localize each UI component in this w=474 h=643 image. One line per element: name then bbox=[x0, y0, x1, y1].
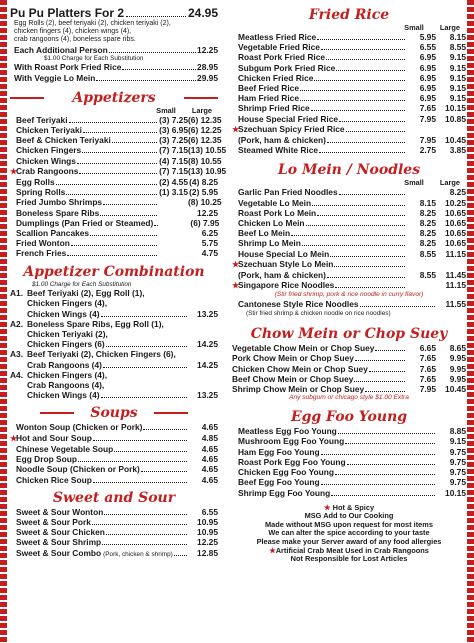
soups-header bbox=[10, 404, 218, 422]
combo-number: A3. bbox=[10, 349, 24, 360]
item-price: 4.85 bbox=[201, 432, 218, 443]
lo-mein-row bbox=[232, 259, 466, 270]
item-name: Mushroom Egg Foo Young bbox=[238, 436, 345, 447]
egg-foo-row bbox=[232, 426, 466, 436]
left-column bbox=[10, 0, 227, 560]
appetizer-row bbox=[10, 238, 218, 248]
item-name: Ham Egg Foo Young bbox=[238, 446, 320, 457]
item-price-small: 8.55 bbox=[419, 270, 436, 281]
item-price-large: 3.85 bbox=[449, 145, 466, 156]
item-name: Wonton Soup (Chicken or Pork) bbox=[16, 422, 143, 433]
item-price-small: 5.95 bbox=[419, 32, 436, 42]
star-icon: ★ bbox=[232, 124, 240, 134]
item-price-small: (4) 7.15 bbox=[159, 155, 188, 166]
pupu-veggie-row: With Veggie Lo Mein 29.95 bbox=[14, 72, 218, 83]
left-border-decoration bbox=[0, 0, 7, 643]
item-name: Szechuan Spicy Fried Rice bbox=[238, 123, 345, 134]
item-price-large: 10.15 bbox=[445, 103, 466, 114]
item-price-large: (6) 12.35 bbox=[188, 135, 222, 146]
combo-row bbox=[10, 309, 218, 319]
item-name: Hot and Sour Soup bbox=[16, 432, 92, 443]
cantonese-note: (Stir fried shrimp & chicken noodle on rice noodles) bbox=[246, 309, 391, 317]
item-name: Egg Drop Soup bbox=[16, 454, 77, 465]
item-price-small: (3) 6.95 bbox=[159, 125, 188, 136]
appetizer-row bbox=[10, 208, 218, 218]
pupu-roast-pork-row: With Roast Pork Fried Rice 28.95 bbox=[14, 62, 218, 73]
item-price-large: 8.55 bbox=[449, 42, 466, 53]
item-price: 6.55 bbox=[201, 506, 218, 517]
item-price-large: 11.15 bbox=[445, 248, 466, 259]
appetizer-row bbox=[10, 248, 218, 258]
item-price-large: (8) 10.55 bbox=[188, 155, 222, 166]
item-price-large: (6) 7.95 bbox=[190, 217, 220, 228]
item-name: Boneless Spare Ribs bbox=[16, 207, 100, 218]
item-price: 8.85 bbox=[449, 426, 466, 437]
item-name: Crab Rangoons bbox=[16, 165, 79, 176]
soup-row bbox=[10, 422, 218, 432]
item-name: Noodle Soup (Chicken or Pork) bbox=[16, 464, 140, 475]
item-name: Chicken Lo Mein bbox=[238, 218, 305, 229]
item-price-small: (1) 3.15 bbox=[159, 187, 188, 198]
item-price-large: 10.65 bbox=[445, 218, 466, 229]
item-price-small: 6.95 bbox=[419, 52, 436, 63]
soups-title: Soups bbox=[90, 405, 138, 422]
combo-list bbox=[10, 288, 218, 400]
item-price-large: 10.45 bbox=[445, 135, 466, 146]
item-price-small: 6.95 bbox=[419, 93, 436, 104]
item-name: Roast Pork Lo Mein bbox=[238, 207, 317, 218]
combo-note: $1.00 Charge for Each Substitution bbox=[32, 280, 132, 288]
item-name: Fried Wonton bbox=[16, 238, 70, 249]
item-name: Spring Rolls bbox=[16, 187, 66, 198]
egg-foo-header bbox=[232, 408, 466, 426]
item-price: 9.75 bbox=[449, 477, 466, 488]
star-icon: ★ bbox=[10, 433, 18, 443]
cantonese-row: Cantonese Style Rice Noodles 11.55 bbox=[238, 299, 466, 310]
item-name: Roast Pork Egg Foo Young bbox=[238, 456, 346, 467]
lo-mein-row bbox=[232, 228, 466, 238]
item-name: Beef Egg Foo Young bbox=[238, 477, 320, 488]
sweet-sour-title: Sweet and Sour bbox=[52, 489, 176, 506]
combo-line: Beef Teriyaki (2), Chicken Fingers (6), bbox=[27, 349, 176, 360]
combo-header bbox=[10, 263, 218, 281]
fried-rice-row bbox=[232, 63, 466, 73]
chow-mein-header bbox=[232, 325, 466, 343]
item-price: 12.85 bbox=[197, 547, 218, 558]
soup-row bbox=[10, 475, 218, 485]
item-price-large: 10.65 bbox=[445, 238, 466, 249]
star-icon: ★ bbox=[269, 545, 276, 555]
item-price-large: 9.15 bbox=[449, 52, 466, 63]
item-name: Beef Fried Rice bbox=[238, 83, 299, 94]
item-name: Steamed White Rice bbox=[238, 145, 319, 156]
combo-number: A1. bbox=[10, 288, 24, 299]
star-icon: ★ bbox=[232, 281, 240, 291]
combo-number: A4. bbox=[10, 369, 24, 380]
item-price-small: 7.65 bbox=[419, 103, 436, 114]
item-price-large: 10.45 bbox=[445, 384, 466, 395]
sweet-sour-row bbox=[10, 527, 218, 537]
crab-note: ★Artificial Crab Meat Used in Crab Rangoons bbox=[269, 545, 429, 555]
egg-foo-list bbox=[232, 426, 466, 497]
lo-mein-row bbox=[232, 218, 466, 228]
combo-row bbox=[10, 349, 218, 359]
combo-line: Chicken Fingers (4), bbox=[27, 298, 108, 309]
combo-line: Beef Teriyaki (2), Egg Roll (1), bbox=[27, 288, 145, 299]
item-price-large: (4) 8.25 bbox=[189, 177, 218, 188]
appetizer-row bbox=[10, 228, 218, 238]
lo-mein-title: Lo Mein / Noodles bbox=[277, 162, 421, 179]
pupu-title-row bbox=[10, 6, 218, 20]
pupu-price: 24.95 bbox=[187, 6, 218, 20]
combo-price: 14.25 bbox=[197, 359, 218, 370]
item-name: Scallion Pancakes bbox=[16, 228, 90, 239]
star-icon: ★ bbox=[323, 502, 331, 512]
item-price-large: 9.95 bbox=[449, 353, 466, 364]
right-column bbox=[232, 0, 466, 564]
item-name: Dumplings (Pan Fried or Steamed) bbox=[16, 217, 154, 228]
footer-notes: ★ Hot & Spicy MSG Add to Our Cooking Made without MSG upon request for most items We can alter the spice according to your taste Please make your Server award of any food allergies ★Artificial Crab Meat Used in Crab Rangoons Not Responsible for Lost Articles bbox=[232, 504, 466, 564]
appetizers-title: Appetizers bbox=[72, 89, 156, 106]
item-price-small: 8.25 bbox=[419, 218, 436, 229]
hot-spicy-legend: ★ Hot & Spicy bbox=[323, 502, 375, 512]
lo-mein-row bbox=[232, 208, 466, 218]
soup-list bbox=[10, 422, 218, 484]
item-price: 4.65 bbox=[201, 454, 218, 465]
appetizers-size-labels: Small Large bbox=[156, 105, 212, 115]
item-name: Fried Jumbo Shrimps bbox=[16, 197, 103, 208]
item-price-large: (8) 10.25 bbox=[188, 197, 222, 208]
chow-mein-row bbox=[232, 353, 466, 363]
sweet-sour-header bbox=[10, 489, 218, 507]
item-price-small: 6.95 bbox=[419, 83, 436, 94]
combo-price: 14.25 bbox=[197, 339, 218, 350]
combo-title: Appetizer Combination bbox=[23, 263, 205, 280]
combo-line: Chicken Fingers (4), bbox=[27, 369, 108, 380]
appetizer-row bbox=[10, 155, 222, 166]
item-price: 9.75 bbox=[449, 446, 466, 457]
chow-mein-list bbox=[232, 343, 466, 394]
combo-row bbox=[10, 390, 218, 400]
appetizer-row bbox=[10, 114, 222, 125]
item-price: 4.65 bbox=[201, 422, 218, 433]
item-price: 9.75 bbox=[449, 467, 466, 478]
appetizer-row bbox=[10, 197, 222, 208]
chow-mein-row bbox=[232, 384, 466, 394]
sweet-sour-row bbox=[10, 537, 218, 547]
chow-mein-note: Any subgum or chicago style $1.00 Extra bbox=[289, 394, 409, 402]
item-name: Beef Teriyaki bbox=[16, 114, 68, 125]
item-price-small: 7.95 bbox=[419, 135, 436, 146]
item-name: Roast Pork Fried Rice bbox=[238, 52, 326, 63]
item-price-small: 7.65 bbox=[419, 353, 436, 364]
lo-mein-row bbox=[232, 187, 466, 197]
item-price-large: 11.45 bbox=[445, 270, 466, 281]
item-price-large: 5.75 bbox=[201, 238, 218, 249]
sweet-sour-list bbox=[10, 507, 218, 560]
appetizer-row bbox=[10, 187, 218, 197]
item-name: Szechuan Style Lo Mein bbox=[238, 258, 334, 269]
chow-mein-row bbox=[232, 374, 466, 384]
chow-mein-row bbox=[232, 343, 466, 353]
item-price: 10.95 bbox=[197, 516, 218, 527]
item-price-large: 6.25 bbox=[201, 228, 218, 239]
item-name: Sweet & Sour Pork bbox=[16, 516, 91, 527]
item-price: 4.65 bbox=[201, 443, 218, 454]
star-icon: ★ bbox=[232, 259, 240, 269]
egg-foo-row bbox=[232, 467, 466, 477]
combo-line: Chicken Teriyaki (2), bbox=[27, 329, 108, 340]
fried-rice-row bbox=[232, 114, 466, 124]
lo-mein-row bbox=[232, 280, 466, 291]
item-name: Beef & Chicken Teriyaki bbox=[16, 135, 111, 146]
lo-mein-row bbox=[232, 198, 466, 208]
egg-foo-row bbox=[232, 477, 466, 487]
item-price-large: 10.85 bbox=[445, 113, 466, 124]
item-name: House Special Lo Mein bbox=[238, 248, 330, 259]
item-price-large: 9.95 bbox=[449, 363, 466, 374]
item-price-small: 6.95 bbox=[419, 62, 436, 73]
fried-rice-header bbox=[232, 6, 466, 24]
item-price-small: 2.75 bbox=[419, 145, 436, 156]
item-name: Singapore Rice Noodles bbox=[238, 280, 335, 291]
item-name: Vegetable Fried Rice bbox=[238, 42, 320, 53]
item-price-small: 6.95 bbox=[419, 72, 436, 83]
item-price-small: 6.65 bbox=[419, 343, 436, 354]
combo-number: A2. bbox=[10, 318, 24, 329]
fried-rice-row bbox=[232, 42, 466, 52]
item-price-small: 7.95 bbox=[419, 384, 436, 395]
pupu-description: Egg Rolls (2), beef teriyaki (2), chicken teriyaki (2), chicken fingers (4), chicken wings (4), crab rangoons (4), boneless spare ribs. bbox=[14, 20, 171, 44]
singapore-note: (Stir fried shrimp, pork & rice noodle in curry flavor) bbox=[274, 291, 424, 299]
soup-row bbox=[10, 433, 218, 444]
combo-line: Chicken Wings (4) bbox=[27, 390, 100, 401]
item-name: House Special Fried Rice bbox=[238, 113, 339, 124]
item-price-large: 12.25 bbox=[197, 207, 218, 218]
item-name: French Fries bbox=[16, 248, 67, 259]
sweet-sour-row bbox=[10, 517, 218, 527]
appetizers-header bbox=[10, 89, 218, 107]
soup-row bbox=[10, 454, 218, 464]
item-name: Sweet & Sour Wonton bbox=[16, 506, 104, 517]
item-price-small: 6.55 bbox=[419, 42, 436, 53]
item-price: 4.65 bbox=[201, 464, 218, 475]
item-price-small: 7.65 bbox=[419, 363, 436, 374]
item-price: 9.75 bbox=[449, 456, 466, 467]
item-name: Meatless Fried Rice bbox=[238, 32, 317, 42]
lo-mein-row bbox=[232, 270, 466, 280]
sweet-sour-row bbox=[10, 507, 218, 517]
combo-row bbox=[10, 339, 218, 349]
chow-mein-title: Chow Mein or Chop Suey bbox=[250, 326, 448, 343]
appetizer-list bbox=[10, 114, 227, 259]
item-price-small: 7.65 bbox=[419, 373, 436, 384]
combo-row bbox=[10, 288, 218, 298]
combo-row bbox=[10, 298, 218, 308]
pupu-additional-row: Each Additional Person 12.25 bbox=[14, 44, 218, 55]
item-name: Garlic Pan Fried Noodles bbox=[238, 187, 338, 198]
combo-row bbox=[10, 380, 218, 390]
item-price-large: (13) 10.95 bbox=[188, 165, 227, 176]
item-name: Chicken Teriyaki bbox=[16, 125, 82, 136]
combo-line: Crab Rangoons (4), bbox=[27, 380, 105, 391]
item-price-large: 9.95 bbox=[449, 373, 466, 384]
item-name: Subgum Pork Fried Rice bbox=[238, 62, 336, 73]
star-icon: ★ bbox=[10, 166, 18, 176]
item-price-small: 8.25 bbox=[419, 238, 436, 249]
item-name: Vegetable Lo Mein bbox=[238, 197, 312, 208]
item-price-large: 11.15 bbox=[445, 280, 466, 291]
item-price-large: 10.65 bbox=[445, 207, 466, 218]
item-name: Vegetable Chow Mein or Chop Suey bbox=[232, 343, 375, 354]
item-price-large: 10.65 bbox=[445, 228, 466, 239]
item-price-small: 8.25 bbox=[419, 228, 436, 239]
combo-line: Crab Rangoons (4) bbox=[27, 359, 102, 370]
item-price-large: (13) 10.55 bbox=[188, 145, 227, 156]
item-name: Shrimp Lo Mein bbox=[238, 238, 301, 249]
fried-rice-size-labels: Small Large bbox=[404, 23, 460, 32]
item-name: (Pork, ham & chicken) bbox=[238, 135, 326, 146]
item-price-small: 8.55 bbox=[419, 248, 436, 259]
appetizer-row bbox=[10, 135, 222, 146]
lo-mein-list bbox=[232, 187, 466, 291]
appetizer-row bbox=[10, 145, 227, 156]
item-price-large: 10.25 bbox=[445, 197, 466, 208]
item-name: Ham Fried Rice bbox=[238, 93, 299, 104]
fried-rice-row bbox=[232, 103, 466, 113]
item-name: Sweet & Sour Shrimp bbox=[16, 537, 102, 548]
pupu-substitution-note: $1.00 Charge for Each Substitution bbox=[44, 54, 144, 62]
lo-mein-row bbox=[232, 238, 466, 248]
item-price-small: (3) 7.25 bbox=[159, 135, 188, 146]
appetizer-row bbox=[10, 125, 222, 136]
appetizer-row bbox=[10, 177, 218, 187]
item-name: Egg Rolls bbox=[16, 177, 55, 188]
item-price-small: (2) 4.55 bbox=[159, 177, 188, 188]
fried-rice-title: Fried Rice bbox=[308, 7, 390, 23]
egg-foo-row bbox=[232, 447, 466, 457]
sweet-sour-row bbox=[10, 548, 218, 560]
fried-rice-list bbox=[232, 32, 466, 155]
fried-rice-row bbox=[232, 73, 466, 83]
right-border-decoration bbox=[467, 0, 474, 643]
item-name: Chicken Fried Rice bbox=[238, 72, 314, 83]
combo-row bbox=[10, 360, 218, 370]
item-price: 9.15 bbox=[449, 436, 466, 447]
soup-row bbox=[10, 464, 218, 474]
item-price-large: 9.15 bbox=[449, 93, 466, 104]
item-name: Beef Chow Mein or Chop Suey bbox=[232, 373, 354, 384]
item-note: (Pork, chicken & shrimp) bbox=[103, 550, 173, 558]
lo-mein-row bbox=[232, 249, 466, 259]
item-name: Pork Chow Mein or Chop Suey bbox=[232, 353, 354, 364]
item-name: Chicken Wings bbox=[16, 155, 76, 166]
item-name: (Pork, ham & chicken) bbox=[238, 270, 326, 281]
fried-rice-row bbox=[232, 93, 466, 103]
item-price-small: 7.95 bbox=[419, 113, 436, 124]
fried-rice-row bbox=[232, 32, 466, 42]
fried-rice-row bbox=[232, 52, 466, 62]
combo-line: Chicken Fingers (6) bbox=[27, 339, 105, 350]
item-price-small: 8.25 bbox=[419, 207, 436, 218]
appetizer-row bbox=[10, 165, 227, 177]
item-name: Chinese Vegetable Soup bbox=[16, 443, 114, 454]
item-price-large: (6) 12.35 bbox=[188, 114, 222, 125]
egg-foo-row bbox=[232, 436, 466, 446]
combo-price: 13.25 bbox=[197, 390, 218, 401]
egg-foo-row bbox=[232, 488, 466, 498]
item-price-large: 8.25 bbox=[449, 187, 466, 198]
item-price-large: 8.65 bbox=[449, 343, 466, 354]
fried-rice-row bbox=[232, 83, 466, 93]
item-name: Meatless Egg Foo Young bbox=[238, 426, 337, 437]
item-price-small: (7) 7.15 bbox=[159, 165, 188, 176]
lo-mein-header bbox=[232, 161, 466, 179]
fried-rice-row bbox=[232, 145, 466, 155]
item-price-large: 8.15 bbox=[449, 32, 466, 42]
item-price-large: (2) 5.95 bbox=[189, 187, 218, 198]
item-price-small: (7) 7.15 bbox=[159, 145, 188, 156]
fried-rice-row bbox=[232, 124, 466, 135]
chow-mein-row bbox=[232, 364, 466, 374]
item-name: Sweet & Sour Combo bbox=[16, 547, 102, 558]
item-name: Shrimp Egg Foo Young bbox=[238, 487, 331, 498]
item-price-large: 9.15 bbox=[449, 62, 466, 73]
item-price: 4.65 bbox=[201, 474, 218, 485]
combo-row bbox=[10, 319, 218, 329]
item-price: 10.95 bbox=[197, 527, 218, 538]
item-price-small: 8.15 bbox=[419, 197, 436, 208]
lo-mein-size-labels: Small Large bbox=[404, 178, 460, 188]
combo-line: Boneless Spare Ribs, Egg Roll (1), bbox=[27, 318, 164, 329]
item-price: 12.25 bbox=[197, 537, 218, 548]
egg-foo-title: Egg Foo Young bbox=[290, 409, 408, 426]
item-price: 10.15 bbox=[445, 487, 466, 498]
combo-price: 13.25 bbox=[197, 308, 218, 319]
item-name: Chicken Chow Mein or Chop Suey bbox=[232, 363, 368, 374]
item-name: Chicken Egg Foo Young bbox=[238, 467, 335, 478]
item-price-large: 9.15 bbox=[449, 72, 466, 83]
item-name: Beef Lo Mein bbox=[238, 228, 291, 239]
soup-row bbox=[10, 444, 218, 454]
combo-line: Chicken Wings (4) bbox=[27, 308, 100, 319]
fried-rice-row bbox=[232, 135, 466, 145]
pupu-title: Pu Pu Platters For 2 bbox=[10, 6, 125, 20]
combo-row bbox=[10, 370, 218, 380]
item-name: Sweet & Sour Chicken bbox=[16, 527, 105, 538]
item-price-large: 4.75 bbox=[201, 248, 218, 259]
appetizer-row bbox=[10, 218, 218, 228]
item-name: Chicken Rice Soup bbox=[16, 474, 92, 485]
item-name: Chicken Fingers bbox=[16, 145, 82, 156]
combo-row bbox=[10, 329, 218, 339]
item-price-large: 9.15 bbox=[449, 83, 466, 94]
item-price-large: (6) 12.25 bbox=[188, 125, 222, 136]
egg-foo-row bbox=[232, 457, 466, 467]
item-name: Shrimp Chow Mein or Chop Suey bbox=[232, 384, 365, 395]
item-price-small: (3) 7.25 bbox=[159, 114, 188, 125]
item-name: Shrimp Fried Rice bbox=[238, 103, 310, 114]
